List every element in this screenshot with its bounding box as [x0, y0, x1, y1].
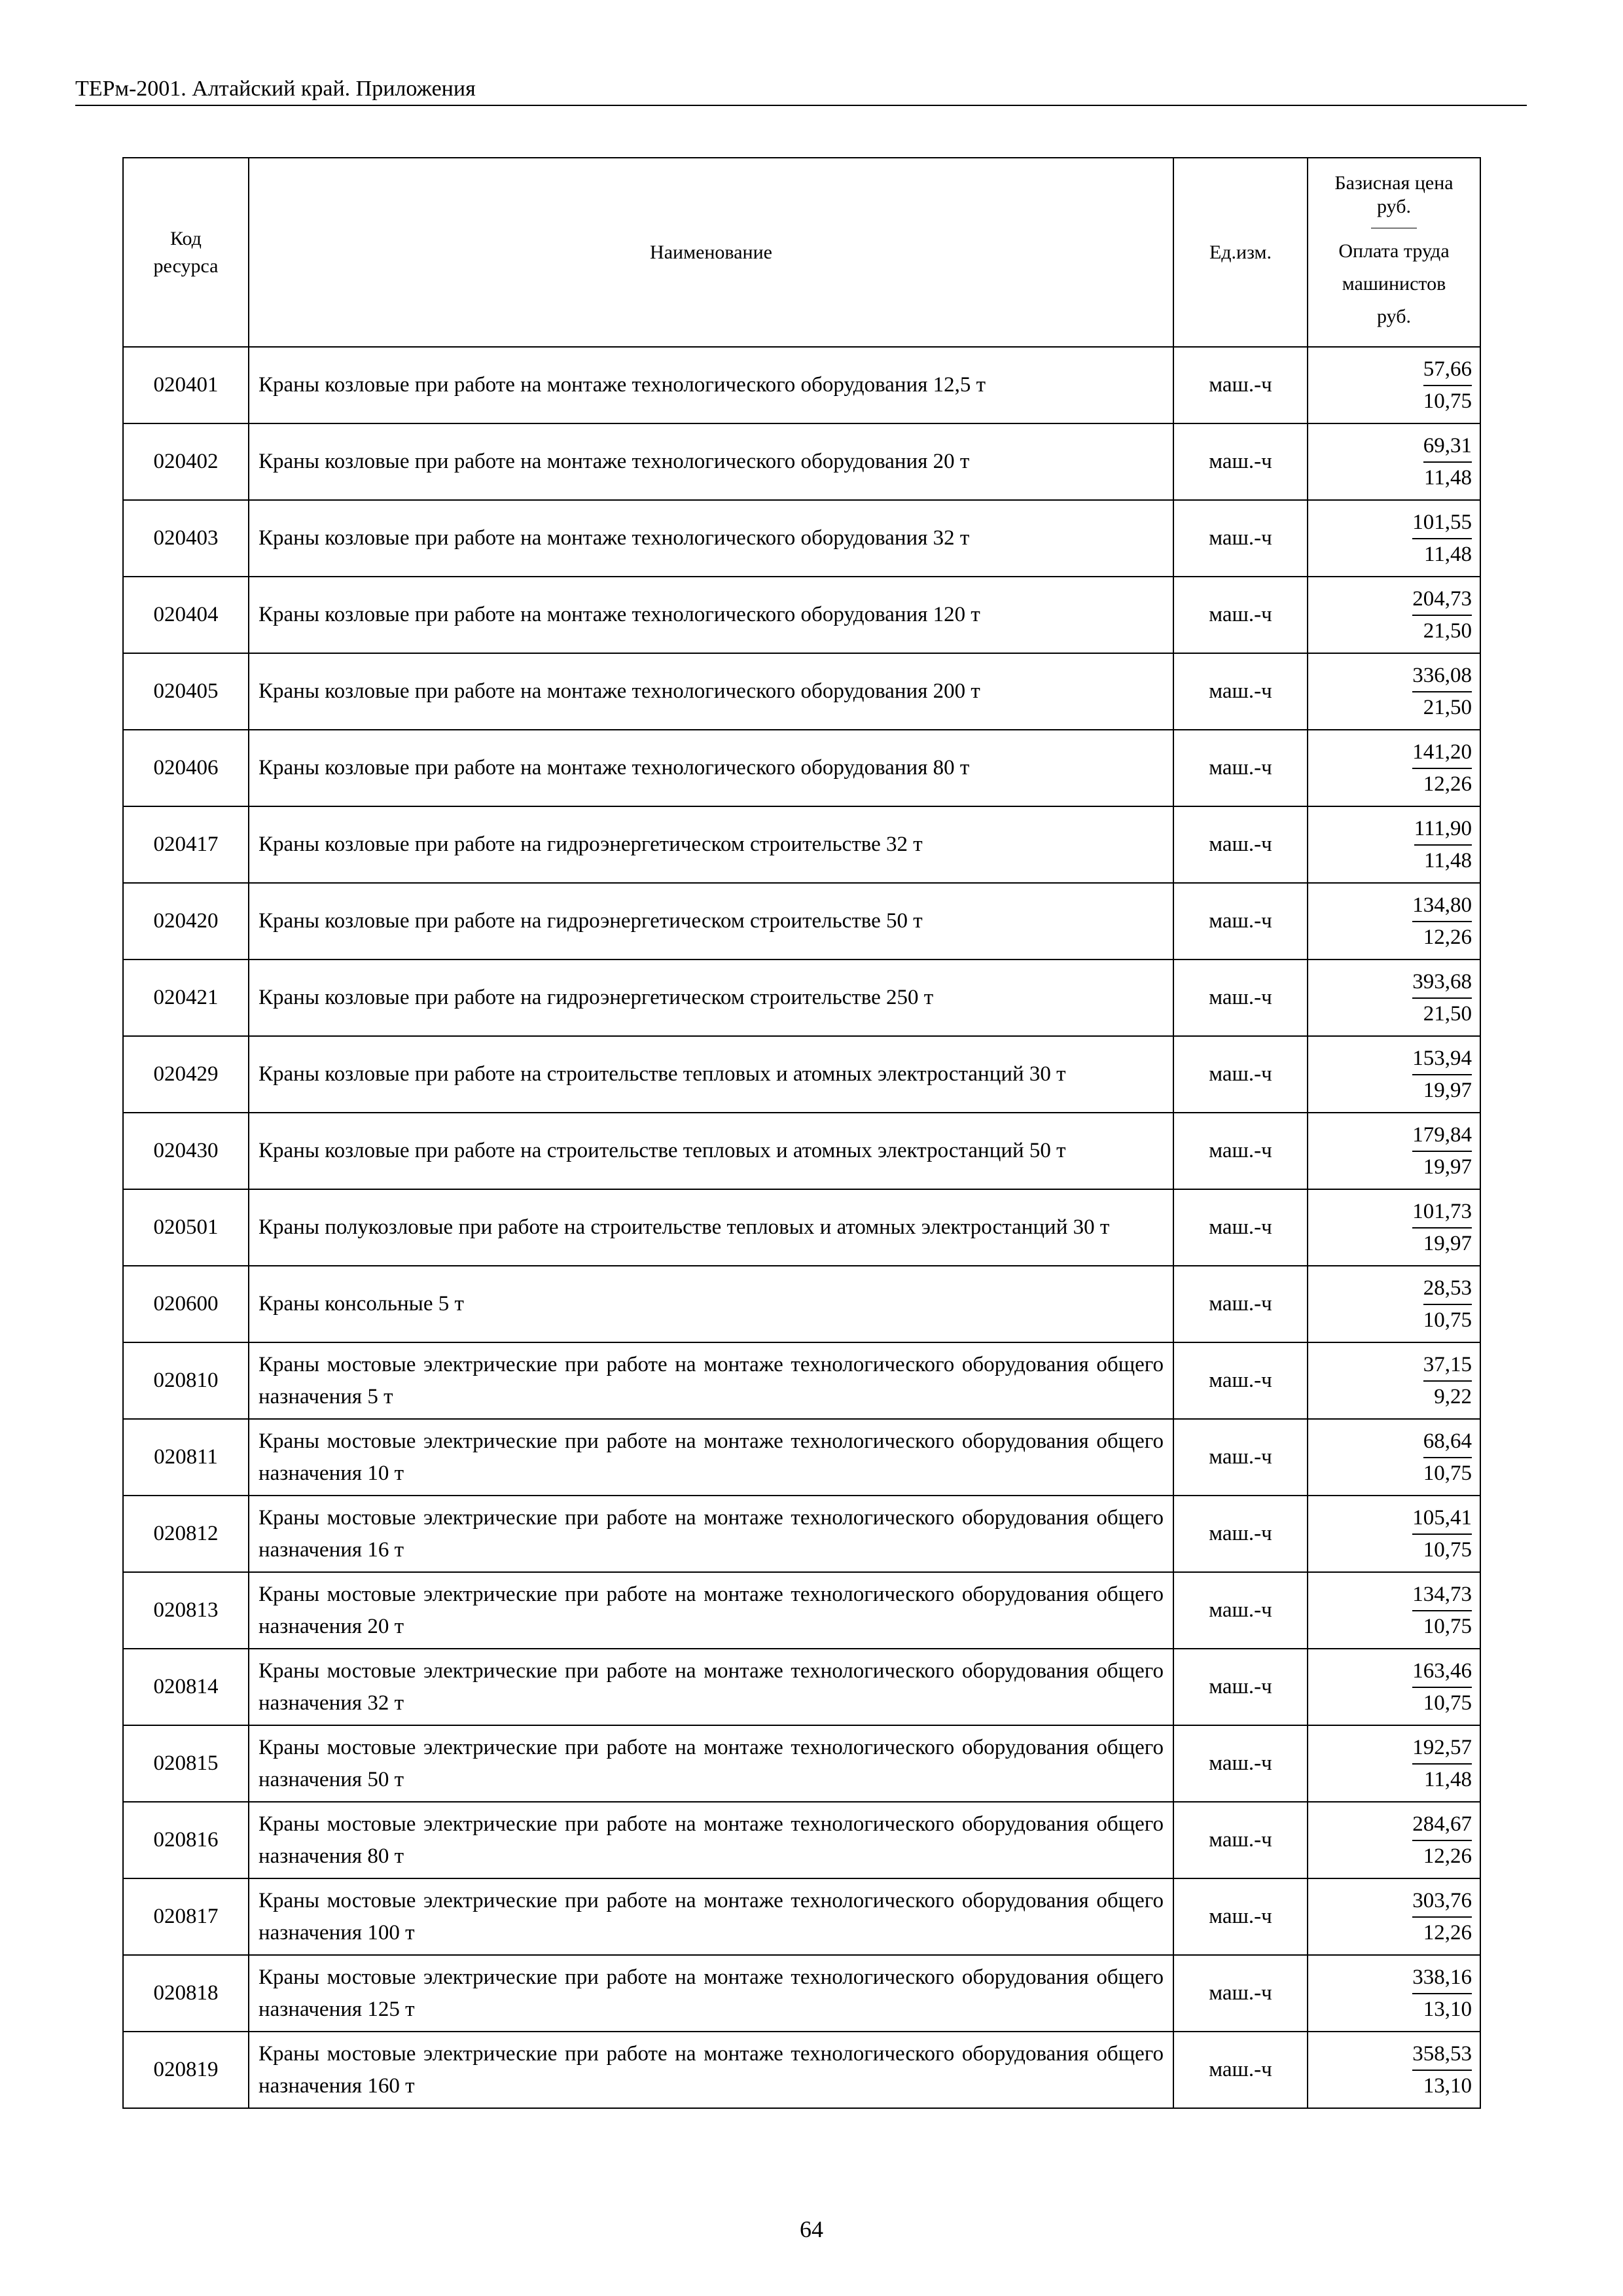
operator-wage: 10,75: [1423, 1537, 1472, 1562]
resource-name: Краны козловые при работе на строительстве тепловых и атомных электростанций 30 т: [249, 1036, 1173, 1113]
operator-wage: 13,10: [1423, 2073, 1472, 2098]
base-price: 101,73: [1412, 1196, 1472, 1229]
base-price: 204,73: [1412, 584, 1472, 616]
operator-wage: 10,75: [1423, 1308, 1472, 1332]
resource-code: 020405: [123, 653, 249, 730]
resource-code: 020816: [123, 1802, 249, 1878]
resource-price-cell: [1308, 730, 1480, 806]
resource-code: 020430: [123, 1113, 249, 1189]
operator-wage: 12,26: [1423, 772, 1472, 796]
base-price: 284,67: [1412, 1809, 1472, 1841]
operator-wage: 12,26: [1423, 1920, 1472, 1945]
document-title: ТЕРм-2001. Алтайский край. Приложения: [75, 77, 476, 101]
resource-price-cell: [1308, 1649, 1480, 1725]
resource-price-cell: [1308, 1955, 1480, 2032]
base-price: 338,16: [1412, 1962, 1472, 1994]
resource-name: Краны козловые при работе на монтаже технологического оборудования 20 т: [249, 423, 1173, 500]
resource-code: 020429: [123, 1036, 249, 1113]
resource-code: 020421: [123, 960, 249, 1036]
resource-name: Краны козловые при работе на монтаже технологического оборудования 32 т: [249, 500, 1173, 577]
resource-name: Краны мостовые электрические при работе на монтаже технологического оборудования общего назначения 5 т: [249, 1342, 1173, 1419]
operator-wage: 21,50: [1423, 1001, 1472, 1026]
resource-code: 020420: [123, 883, 249, 960]
resource-name: Краны козловые при работе на гидроэнергетическом строительстве 32 т: [249, 806, 1173, 883]
resource-price-cell: [1308, 1113, 1480, 1189]
resource-price-cell: [1308, 500, 1480, 577]
resource-unit: маш.-ч: [1173, 500, 1308, 577]
table-row: [123, 1419, 1480, 1496]
resource-unit: маш.-ч: [1173, 1802, 1308, 1878]
table-row: [123, 1649, 1480, 1725]
resource-price-cell: [1308, 883, 1480, 960]
operator-wage: 9,22: [1434, 1384, 1472, 1408]
resource-name: Краны козловые при работе на монтаже технологического оборудования 200 т: [249, 653, 1173, 730]
table-row: [123, 1342, 1480, 1419]
table-row: [123, 1572, 1480, 1649]
table-row: [123, 1878, 1480, 1955]
resource-unit: маш.-ч: [1173, 653, 1308, 730]
resource-name: Краны козловые при работе на строительстве тепловых и атомных электростанций 50 т: [249, 1113, 1173, 1189]
table-header-row: [123, 158, 1480, 347]
table-row: [123, 1725, 1480, 1802]
resource-unit: маш.-ч: [1173, 1113, 1308, 1189]
resource-code: 020810: [123, 1342, 249, 1419]
resource-code: 020819: [123, 2032, 249, 2108]
operator-wage: 11,48: [1423, 465, 1472, 490]
resource-code: 020403: [123, 500, 249, 577]
resource-unit: маш.-ч: [1173, 960, 1308, 1036]
table-row: [123, 577, 1480, 653]
base-price: 111,90: [1414, 814, 1472, 846]
resource-name: Краны полукозловые при работе на строительстве тепловых и атомных электростанций 30 т: [249, 1189, 1173, 1266]
resource-name: Краны мостовые электрические при работе на монтаже технологического оборудования общего назначения 20 т: [249, 1572, 1173, 1649]
table-row: [123, 1955, 1480, 2032]
base-price: 37,15: [1423, 1350, 1472, 1382]
resource-price-cell: [1308, 1036, 1480, 1113]
column-header-price: [1308, 158, 1480, 347]
operator-wage: 19,97: [1423, 1155, 1472, 1179]
resource-name: Краны козловые при работе на монтаже технологического оборудования 120 т: [249, 577, 1173, 653]
resource-code: 020817: [123, 1878, 249, 1955]
base-price: 57,66: [1423, 354, 1472, 386]
operator-wage: 12,26: [1423, 1844, 1472, 1868]
resource-name: Краны мостовые электрические при работе на монтаже технологического оборудования общего назначения 80 т: [249, 1802, 1173, 1878]
resource-price-cell: [1308, 423, 1480, 500]
resource-code: 020417: [123, 806, 249, 883]
page-number: 64: [800, 2216, 823, 2242]
resource-code: 020406: [123, 730, 249, 806]
resource-price-cell: [1308, 1342, 1480, 1419]
resource-price-cell: [1308, 1725, 1480, 1802]
resource-unit: маш.-ч: [1173, 883, 1308, 960]
table-row: [123, 653, 1480, 730]
resource-code: 020404: [123, 577, 249, 653]
base-price: 179,84: [1412, 1120, 1472, 1152]
base-price: 153,94: [1412, 1043, 1472, 1075]
resource-price-cell: [1308, 1572, 1480, 1649]
resource-unit: маш.-ч: [1173, 1496, 1308, 1572]
base-price: 28,53: [1423, 1273, 1472, 1305]
resource-unit: маш.-ч: [1173, 347, 1308, 423]
resource-name: Краны козловые при работе на гидроэнергетическом строительстве 50 т: [249, 883, 1173, 960]
resource-price-cell: [1308, 1189, 1480, 1266]
resource-name: Краны козловые при работе на гидроэнергетическом строительстве 250 т: [249, 960, 1173, 1036]
resource-code: 020813: [123, 1572, 249, 1649]
resource-unit: маш.-ч: [1173, 1725, 1308, 1802]
table-row: [123, 1189, 1480, 1266]
resource-unit: маш.-ч: [1173, 1342, 1308, 1419]
base-price: 303,76: [1412, 1886, 1472, 1918]
table-row: [123, 960, 1480, 1036]
column-header-unit: Ед.изм.: [1173, 158, 1308, 347]
resource-unit: маш.-ч: [1173, 806, 1308, 883]
resource-price-cell: [1308, 1266, 1480, 1342]
base-price: 358,53: [1412, 2039, 1472, 2071]
resource-name: Краны мостовые электрические при работе на монтаже технологического оборудования общего назначения 16 т: [249, 1496, 1173, 1572]
resource-code: 020815: [123, 1725, 249, 1802]
table-row: [123, 2032, 1480, 2108]
resource-price-cell: [1308, 2032, 1480, 2108]
page-header: [75, 76, 1527, 106]
resource-code: 020401: [123, 347, 249, 423]
resource-code: 020600: [123, 1266, 249, 1342]
resource-code: 020811: [123, 1419, 249, 1496]
resource-name: Краны мостовые электрические при работе на монтаже технологического оборудования общего назначения 100 т: [249, 1878, 1173, 1955]
table-row: [123, 1036, 1480, 1113]
base-price: 336,08: [1412, 660, 1472, 692]
resource-unit: маш.-ч: [1173, 2032, 1308, 2108]
resource-unit: маш.-ч: [1173, 1189, 1308, 1266]
resource-code: 020814: [123, 1649, 249, 1725]
resource-unit: маш.-ч: [1173, 1878, 1308, 1955]
base-price: 68,64: [1423, 1426, 1472, 1458]
price-header-top: Базисная цена руб.: [1334, 172, 1454, 217]
resource-price-cell: [1308, 1878, 1480, 1955]
operator-wage: 19,97: [1423, 1078, 1472, 1102]
operator-wage: 13,10: [1423, 1997, 1472, 2021]
table-row: [123, 1496, 1480, 1572]
base-price: 192,57: [1412, 1732, 1472, 1765]
resource-unit: маш.-ч: [1173, 1419, 1308, 1496]
base-price: 141,20: [1412, 737, 1472, 769]
resource-price-cell: [1308, 1802, 1480, 1878]
operator-wage: 10,75: [1423, 1614, 1472, 1638]
table-row: [123, 1802, 1480, 1878]
base-price: 393,68: [1412, 967, 1472, 999]
operator-wage: 10,75: [1423, 1691, 1472, 1715]
resource-price-cell: [1308, 1419, 1480, 1496]
resource-unit: маш.-ч: [1173, 1955, 1308, 2032]
resource-price-cell: [1308, 347, 1480, 423]
base-price: 105,41: [1412, 1503, 1472, 1535]
price-header-bottom: Оплата труда машинистов руб.: [1338, 240, 1450, 327]
resource-price-cell: [1308, 653, 1480, 730]
operator-wage: 12,26: [1423, 925, 1472, 949]
operator-wage: 19,97: [1423, 1231, 1472, 1255]
base-price: 69,31: [1423, 431, 1472, 463]
table-row: [123, 730, 1480, 806]
table-row: [123, 1113, 1480, 1189]
resource-price-cell: [1308, 1496, 1480, 1572]
column-header-name: Наименование: [249, 158, 1173, 347]
resource-table: [122, 157, 1481, 2109]
resource-unit: маш.-ч: [1173, 1649, 1308, 1725]
resource-price-cell: [1308, 806, 1480, 883]
base-price: 134,73: [1412, 1579, 1472, 1611]
resource-name: Краны мостовые электрические при работе на монтаже технологического оборудования общего назначения 160 т: [249, 2032, 1173, 2108]
resource-name: Краны мостовые электрические при работе на монтаже технологического оборудования общего назначения 10 т: [249, 1419, 1173, 1496]
operator-wage: 21,50: [1423, 619, 1472, 643]
resource-name: Краны мостовые электрические при работе на монтаже технологического оборудования общего назначения 32 т: [249, 1649, 1173, 1725]
resource-code: 020501: [123, 1189, 249, 1266]
table-row: [123, 500, 1480, 577]
table-row: [123, 806, 1480, 883]
operator-wage: 11,48: [1423, 848, 1472, 872]
resource-name: Краны козловые при работе на монтаже технологического оборудования 12,5 т: [249, 347, 1173, 423]
resource-code: 020818: [123, 1955, 249, 2032]
table-row: [123, 883, 1480, 960]
resource-unit: маш.-ч: [1173, 1266, 1308, 1342]
resource-unit: маш.-ч: [1173, 1036, 1308, 1113]
operator-wage: 21,50: [1423, 695, 1472, 719]
table-row: [123, 1266, 1480, 1342]
resource-unit: маш.-ч: [1173, 577, 1308, 653]
column-header-code: Код ресурса: [123, 158, 249, 347]
base-price: 163,46: [1412, 1656, 1472, 1688]
operator-wage: 11,48: [1423, 542, 1472, 566]
operator-wage: 10,75: [1423, 389, 1472, 413]
resource-code: 020402: [123, 423, 249, 500]
resource-name: Краны мостовые электрические при работе на монтаже технологического оборудования общего назначения 50 т: [249, 1725, 1173, 1802]
operator-wage: 11,48: [1423, 1767, 1472, 1791]
resource-price-cell: [1308, 960, 1480, 1036]
resource-code: 020812: [123, 1496, 249, 1572]
resource-price-cell: [1308, 577, 1480, 653]
table-row: [123, 347, 1480, 423]
resource-name: Краны консольные 5 т: [249, 1266, 1173, 1342]
table-row: [123, 423, 1480, 500]
base-price: 134,80: [1412, 890, 1472, 922]
resource-name: Краны мостовые электрические при работе на монтаже технологического оборудования общего назначения 125 т: [249, 1955, 1173, 2032]
base-price: 101,55: [1412, 507, 1472, 539]
resource-unit: маш.-ч: [1173, 423, 1308, 500]
resource-name: Краны козловые при работе на монтаже технологического оборудования 80 т: [249, 730, 1173, 806]
resource-unit: маш.-ч: [1173, 730, 1308, 806]
operator-wage: 10,75: [1423, 1461, 1472, 1485]
resource-unit: маш.-ч: [1173, 1572, 1308, 1649]
